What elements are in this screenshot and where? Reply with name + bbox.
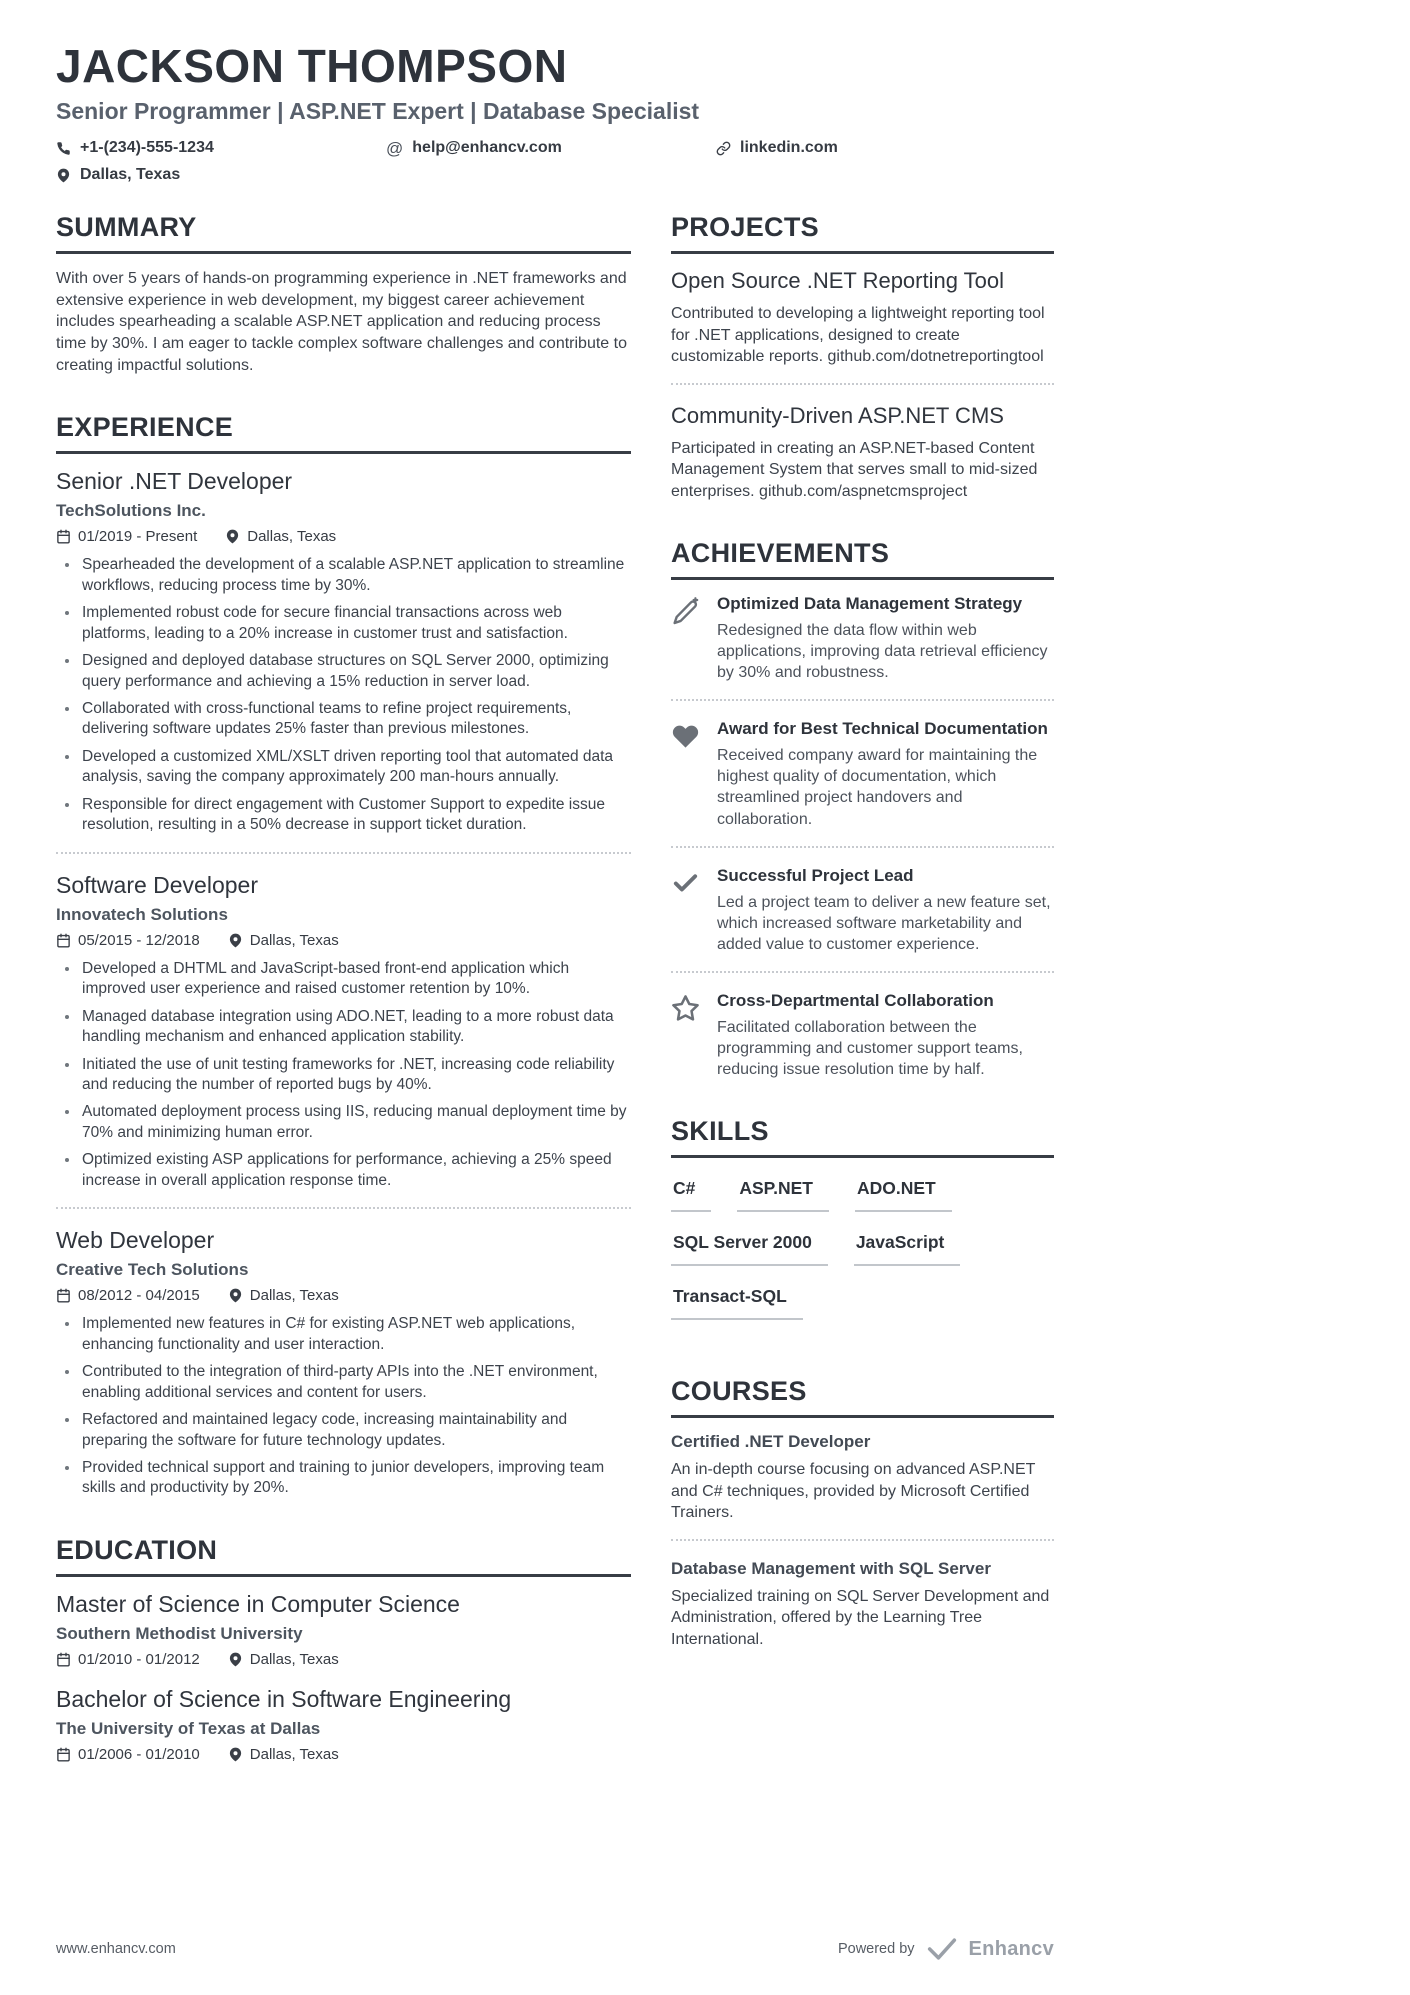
bullet-item: Provided technical support and training to junior developers, improving team skills and productivity by 20%. — [56, 1458, 631, 1499]
phone-link[interactable] — [56, 139, 386, 157]
bullet-item: Initiated the use of unit testing frameworks for .NET, increasing code reliability and reducing the number of reported bugs by 40%. — [56, 1055, 631, 1096]
project-body — [671, 438, 1054, 502]
course-description: An in-depth course focusing on advanced ASP.NET and C# techniques, provided by Microsoft Certified Trainers. — [671, 1461, 1036, 1521]
resume-content — [56, 42, 1054, 1799]
experience-heading: EXPERIENCE — [56, 412, 631, 454]
powered-by-group[interactable] — [838, 1937, 1054, 1961]
resume-header — [56, 42, 1054, 184]
job-bullet-list — [56, 1314, 631, 1499]
skills-list — [671, 1172, 1054, 1340]
degree-dates-text: 01/2006 - 01/2010 — [78, 1745, 200, 1763]
job-title: Software Developer — [56, 871, 258, 898]
dotted-divider — [56, 1207, 631, 1209]
course-entry — [671, 1432, 1054, 1523]
phone-text: +1-(234)-555-1234 — [80, 139, 214, 157]
company-name: Innovatech Solutions — [56, 904, 228, 924]
calendar-icon — [56, 933, 71, 948]
calendar-icon — [56, 1652, 71, 1667]
job-location — [225, 528, 336, 545]
degree-location — [228, 1651, 339, 1668]
company-name: TechSolutions Inc. — [56, 501, 206, 521]
project-entry — [671, 268, 1054, 367]
degree-title: Master of Science in Computer Science — [56, 1590, 460, 1617]
at-icon: @ — [386, 138, 404, 158]
skill-tag: ADO.NET — [855, 1178, 952, 1212]
job-title: Senior .NET Developer — [56, 468, 293, 495]
check-icon — [671, 869, 700, 898]
job-location — [228, 932, 339, 949]
project-link[interactable]: github.com/dotnetreportingtool — [827, 347, 1044, 365]
degree-meta — [56, 1651, 631, 1668]
projects-heading: PROJECTS — [671, 212, 1054, 254]
skill-tag: ASP.NET — [737, 1178, 829, 1212]
linkedin-link[interactable] — [716, 139, 1054, 157]
bullet-item: Collaborated with cross-functional teams to refine project requirements, delivering software updates 25% faster than previous milestones. — [56, 699, 631, 740]
footer-website-link[interactable]: www.enhancv.com — [56, 1941, 176, 1957]
job-meta — [56, 932, 631, 949]
powered-by-label: Powered by — [837, 1941, 915, 1957]
degree-dates — [56, 1651, 200, 1668]
bullet-item: Managed database integration using ADO.NET, leading to a more robust data handling mechanism and enhanced application stability. — [56, 1007, 631, 1048]
linkedin-text: linkedin.com — [740, 139, 838, 157]
bullet-item: Spearheaded the development of a scalable ASP.NET application to streamline workflows, reducing process time by 30%. — [56, 555, 631, 596]
location-icon — [228, 933, 243, 948]
two-column-layout — [56, 212, 1054, 1799]
achievement-entry — [671, 719, 1054, 829]
course-description: Specialized training on SQL Server Development and Administration, offered by the Learning Tree International. — [671, 1588, 1050, 1648]
right-column — [671, 212, 1054, 1799]
location-text: Dallas, Texas — [80, 166, 181, 184]
degree-location-text: Dallas, Texas — [249, 1650, 339, 1668]
location-icon — [228, 1652, 243, 1667]
education-entry — [56, 1591, 631, 1668]
page-footer — [56, 1937, 1054, 1961]
project-description: Contributed to developing a lightweight reporting tool for .NET applications, designed to create customizable reports. — [671, 305, 1045, 365]
dotted-divider — [56, 852, 631, 854]
school-name: Southern Methodist University — [56, 1623, 303, 1643]
degree-title: Bachelor of Science in Software Engineering — [56, 1685, 512, 1712]
job-location — [228, 1287, 339, 1304]
left-column — [56, 212, 631, 1799]
bullet-item: Implemented robust code for secure financial transactions across web platforms, leading to a 20% increase in customer trust and satisfaction. — [56, 603, 631, 644]
school-name: The University of Texas at Dallas — [56, 1718, 321, 1738]
course-title: Database Management with SQL Server — [671, 1559, 991, 1579]
calendar-icon — [56, 1288, 71, 1303]
summary-section — [56, 212, 631, 376]
experience-entry — [56, 468, 631, 835]
heart-icon — [671, 722, 700, 751]
dotted-divider — [671, 383, 1054, 385]
degree-dates — [56, 1746, 200, 1763]
achievement-entry — [671, 594, 1054, 683]
summary-text: With over 5 years of hands-on programming experience in .NET frameworks and extensive experience in web development, my biggest career achievement includes spearheading a scalable ASP.NET application and reducing process time by 30%. I am eager to tackle complex software challenges and contribute to creating impactful solutions. — [56, 270, 627, 374]
location-icon — [228, 1747, 243, 1762]
skills-heading: SKILLS — [671, 1116, 1054, 1158]
projects-section — [671, 212, 1054, 502]
project-description: Participated in creating an ASP.NET-based Content Management System that serves small to mid-sized enterprises. — [671, 440, 1038, 500]
job-dates-text: 08/2012 - 04/2015 — [78, 1287, 200, 1305]
achievement-body — [717, 866, 1054, 955]
skill-tag: Transact-SQL — [671, 1286, 803, 1320]
bullet-item: Designed and deployed database structures on SQL Server 2000, optimizing query performance and achieving a 15% reduction in server load. — [56, 651, 631, 692]
achievement-description: Received company award for maintaining the highest quality of documentation, which streamlined project handovers and collaboration. — [717, 747, 1038, 828]
achievement-description: Redesigned the data flow within web applications, improving data retrieval efficiency by 30% and robustness. — [717, 621, 1048, 682]
job-location-text: Dallas, Texas — [249, 1287, 339, 1305]
achievement-entry — [671, 991, 1054, 1080]
degree-location — [228, 1746, 339, 1763]
experience-section — [56, 412, 631, 1499]
bullet-item: Implemented new features in C# for existing ASP.NET web applications, enhancing functionality and user interaction. — [56, 1314, 631, 1355]
achievement-icon-col — [671, 991, 717, 1080]
location-icon — [228, 1288, 243, 1303]
experience-entry — [56, 872, 631, 1192]
job-meta — [56, 1287, 631, 1304]
courses-heading: COURSES — [671, 1376, 1054, 1418]
location-icon — [225, 529, 240, 544]
skills-section — [671, 1116, 1054, 1340]
phone-icon — [56, 141, 71, 156]
achievement-body — [717, 991, 1054, 1080]
achievement-icon-col — [671, 594, 717, 683]
enhancv-brand: Enhancv — [968, 1937, 1054, 1960]
location-item — [56, 166, 386, 184]
dotted-divider — [671, 1539, 1054, 1541]
contact-row — [56, 139, 1054, 184]
job-title: Web Developer — [56, 1227, 215, 1254]
achievement-entry — [671, 866, 1054, 955]
dotted-divider — [671, 971, 1054, 973]
education-section — [56, 1535, 631, 1763]
achievement-title: Cross-Departmental Collaboration — [717, 990, 994, 1010]
bullet-item: Optimized existing ASP applications for performance, achieving a 25% speed increase in overall application response time. — [56, 1150, 631, 1191]
bullet-item: Contributed to the integration of third-party APIs into the .NET environment, enabling additional services and content for users. — [56, 1362, 631, 1403]
job-dates — [56, 932, 200, 949]
person-title: Senior Programmer | ASP.NET Expert | Database Specialist — [56, 98, 700, 125]
achievement-body — [717, 594, 1054, 683]
skill-tag: C# — [671, 1178, 711, 1212]
calendar-icon — [56, 529, 71, 544]
education-heading: EDUCATION — [56, 1535, 631, 1577]
project-body — [671, 303, 1054, 367]
star-icon — [671, 994, 700, 1023]
degree-dates-text: 01/2010 - 01/2012 — [78, 1650, 200, 1668]
person-name: JACKSON THOMPSON — [56, 40, 568, 92]
course-entry — [671, 1559, 1054, 1650]
project-entry — [671, 403, 1054, 502]
achievement-title: Successful Project Lead — [717, 865, 914, 885]
project-title: Community-Driven ASP.NET CMS — [671, 403, 1004, 429]
job-location-text: Dallas, Texas — [247, 528, 337, 546]
job-bullet-list — [56, 959, 631, 1192]
bullet-item: Refactored and maintained legacy code, increasing maintainability and preparing the software for future technology updates. — [56, 1410, 631, 1451]
achievement-body — [717, 719, 1054, 829]
job-dates — [56, 528, 197, 545]
bullet-item: Developed a customized XML/XSLT driven reporting tool that automated data analysis, saving the company approximately 200 man-hours annually. — [56, 747, 631, 788]
location-icon — [56, 168, 71, 183]
achievement-description: Facilitated collaboration between the programming and customer support teams, reducing issue resolution time by half. — [717, 1018, 1023, 1079]
enhancv-logo-icon — [927, 1937, 957, 1961]
email-link[interactable] — [386, 139, 716, 157]
skill-tag: JavaScript — [854, 1232, 961, 1266]
job-dates — [56, 1287, 200, 1304]
project-title: Open Source .NET Reporting Tool — [671, 268, 1005, 294]
job-dates-text: 01/2019 - Present — [78, 528, 198, 546]
achievement-title: Award for Best Technical Documentation — [717, 719, 1048, 739]
dotted-divider — [671, 846, 1054, 848]
experience-entry — [56, 1227, 631, 1499]
job-location-text: Dallas, Texas — [249, 931, 339, 949]
project-link[interactable]: github.com/aspnetcmsproject — [759, 482, 968, 500]
company-name: Creative Tech Solutions — [56, 1260, 249, 1280]
summary-heading: SUMMARY — [56, 212, 631, 254]
courses-section — [671, 1376, 1054, 1650]
skill-tag: SQL Server 2000 — [671, 1232, 828, 1266]
wand-icon — [671, 597, 700, 626]
email-text: help@enhancv.com — [412, 139, 562, 157]
job-meta — [56, 528, 631, 545]
job-dates-text: 05/2015 - 12/2018 — [78, 931, 200, 949]
achievement-icon-col — [671, 719, 717, 829]
dotted-divider — [671, 699, 1054, 701]
degree-location-text: Dallas, Texas — [249, 1745, 339, 1763]
achievement-title: Optimized Data Management Strategy — [717, 593, 1023, 613]
education-entry — [56, 1686, 631, 1763]
achievements-section — [671, 538, 1054, 1080]
bullet-item: Automated deployment process using IIS, reducing manual deployment time by 70% and minimizing human error. — [56, 1102, 631, 1143]
degree-meta — [56, 1746, 631, 1763]
job-bullet-list — [56, 555, 631, 835]
achievements-heading: ACHIEVEMENTS — [671, 538, 1054, 580]
achievement-icon-col — [671, 866, 717, 955]
calendar-icon — [56, 1747, 71, 1762]
bullet-item: Responsible for direct engagement with Customer Support to expedite issue resolution, resulting in a 50% decrease in support ticket duration. — [56, 795, 631, 836]
course-title: Certified .NET Developer — [671, 1432, 871, 1452]
link-icon — [716, 141, 731, 156]
bullet-item: Developed a DHTML and JavaScript-based front-end application which improved user experience and raised customer retention by 10%. — [56, 959, 631, 1000]
achievement-description: Led a project team to deliver a new feature set, which increased software marketability and added value to customer experience. — [717, 893, 1051, 953]
